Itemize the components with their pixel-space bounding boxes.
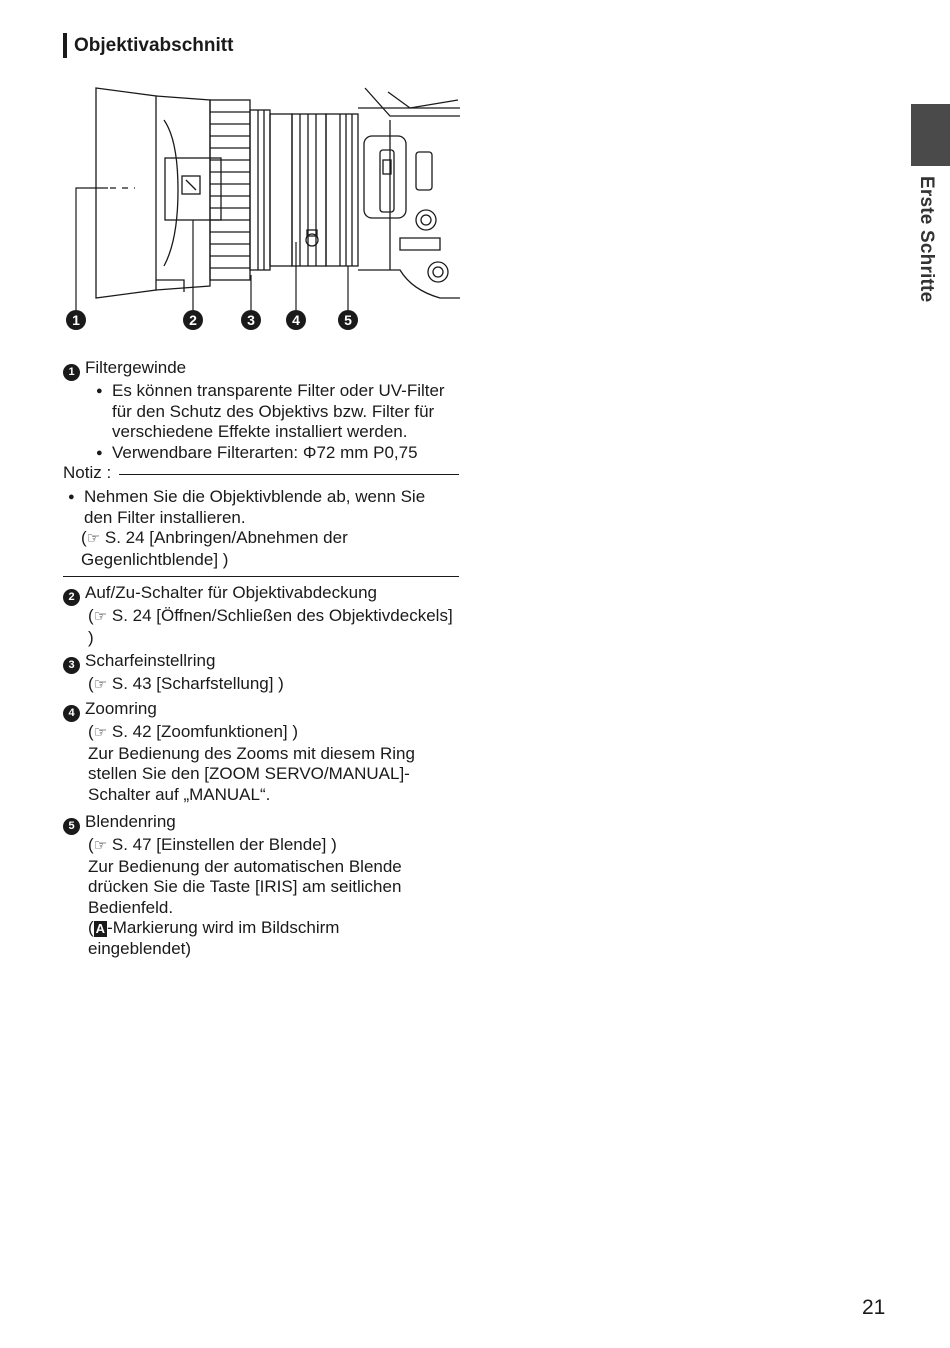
zoom-ring: [292, 114, 326, 266]
item-title: Filtergewinde: [85, 358, 187, 377]
focus-ring-ridges: [210, 112, 250, 268]
item-title: Scharfeinstellring: [85, 651, 216, 670]
callout-4-label: 4: [292, 312, 300, 328]
item-description: Zur Bedienung der automatischen Blende drücken Sie die Taste [IRIS] am seitlichen Bedienfeld.: [88, 856, 402, 917]
item-filter-thread: [63, 358, 463, 463]
auto-iris-mark-icon: A: [95, 921, 106, 936]
item-number: 1: [63, 364, 80, 381]
side-tab-label: Erste Schritte: [916, 176, 937, 303]
reference-icon: ☞: [93, 837, 108, 854]
reference-icon: ☞: [93, 724, 108, 741]
callout-5-label: 5: [344, 312, 352, 328]
note-header: [63, 463, 459, 485]
item-focus-ring: [63, 651, 463, 696]
focus-ring: [210, 100, 250, 280]
page-number: 21: [862, 1296, 886, 1319]
note-body: [68, 487, 458, 570]
lens-illustration: [60, 80, 460, 340]
iris-ring: [326, 114, 358, 266]
note-bullet: ● Nehmen Sie die Objektivblende ab, wenn Sie den Filter installieren.: [68, 487, 458, 528]
item-cover-switch: [63, 583, 463, 648]
item-title: Blendenring: [85, 812, 176, 831]
item-title: Zoomring: [85, 699, 157, 718]
item-number: 4: [63, 705, 80, 722]
callout-1-label: 1: [72, 312, 80, 328]
item-description: Zur Bedienung des Zooms mit diesem Ring stellen Sie den [ZOOM SERVO/MANUAL]-Schalter auf „MANUAL“.: [88, 743, 415, 804]
reference-icon: ☞: [93, 608, 108, 625]
item-number: 2: [63, 589, 80, 606]
note-divider: [119, 474, 459, 475]
page-title: Objektivabschnitt: [63, 33, 233, 58]
item-ref: (☞ S. 43 [Scharfstellung] ): [88, 674, 284, 693]
list-item: ● Es können transparente Filter oder UV-Filter für den Schutz des Objektivs bzw. Filter für verschiedene Effekte installiert werden.: [96, 381, 463, 443]
callout-2-label: 2: [189, 312, 197, 328]
item-ref: (☞ S. 42 [Zoomfunktionen] ): [88, 722, 299, 741]
item-ref: (☞ S. 47 [Einstellen der Blende] ): [88, 835, 337, 854]
item-title: Auf/Zu-Schalter für Objektivabdeckung: [85, 583, 377, 602]
note-label: Notiz :: [63, 463, 112, 482]
item-ref: (☞ S. 24 [Öffnen/Schließen des Objektivdeckels] ): [88, 606, 453, 647]
note-end-divider: [63, 576, 459, 577]
reference-icon: ☞: [93, 676, 108, 693]
item-number: 3: [63, 657, 80, 674]
item-iris-ring: [63, 812, 463, 959]
item-mark-note: ( A -Markierung wird im Bildschirm eingeblendet): [88, 918, 340, 958]
note-ref: (☞ S. 24 [Anbringen/Abnehmen der Gegenlichtblende] ): [81, 528, 348, 569]
list-item: ● Verwendbare Filterarten: Φ72 mm P0,75: [96, 443, 463, 464]
side-tab-marker: [911, 104, 950, 166]
cover-switch-box: [165, 158, 221, 220]
lens-hood: [96, 88, 156, 298]
callout-3-label: 3: [247, 312, 255, 328]
reference-icon: ☞: [86, 530, 101, 547]
item-zoom-ring: [63, 699, 463, 805]
item-number: 5: [63, 818, 80, 835]
